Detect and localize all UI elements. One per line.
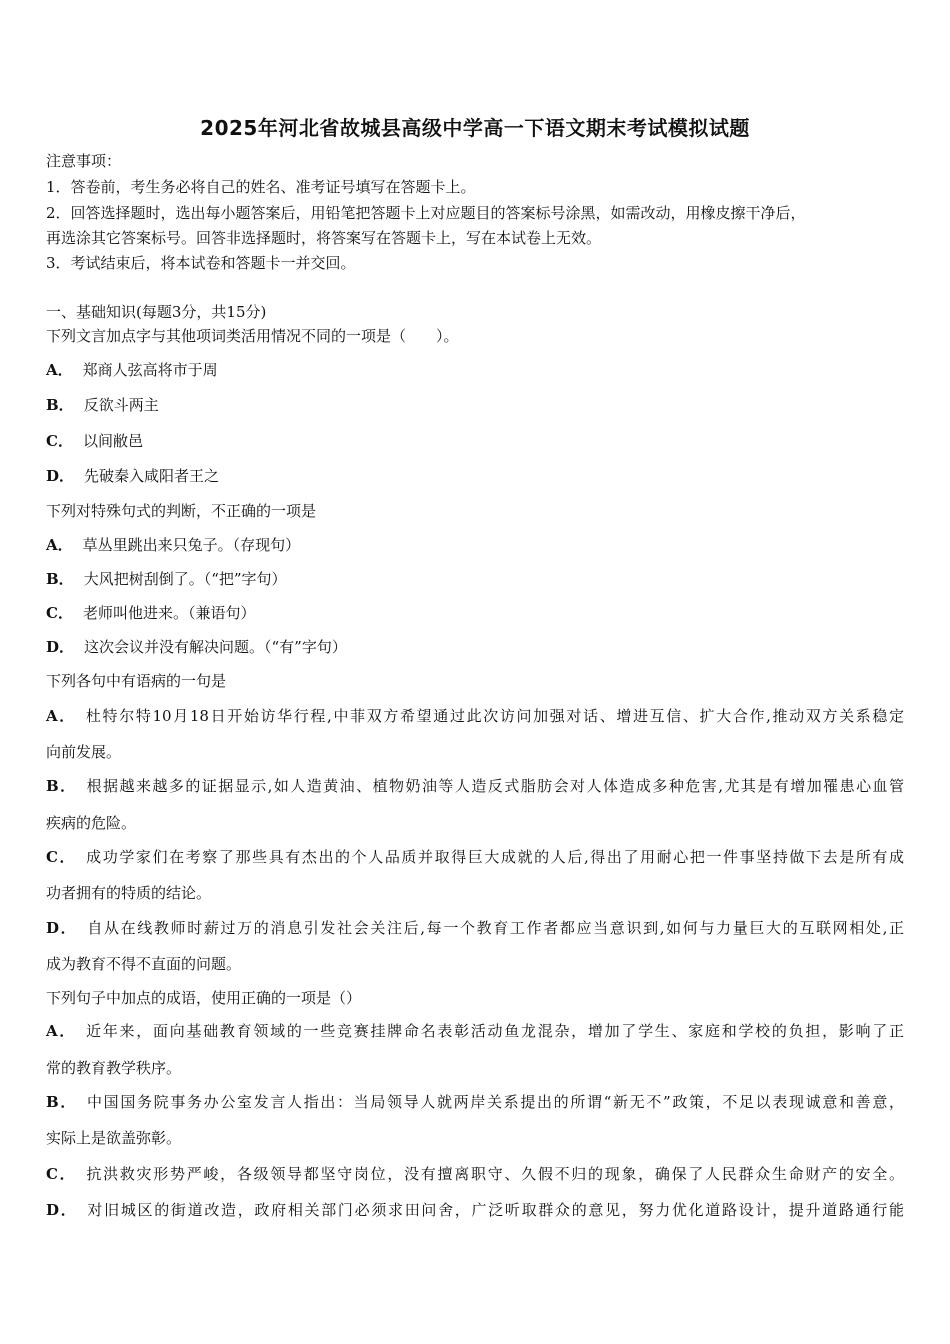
option-key: C． <box>46 432 73 450</box>
option-continuation: 向前发展。 <box>46 743 122 761</box>
option-key: B． <box>46 1093 78 1111</box>
option-key: D． <box>46 638 75 656</box>
question-stem: 下列文言加点字与其他项词类活用情况不同的一项是（ ）。 <box>46 327 459 345</box>
option-c <box>46 603 255 623</box>
option-key: C． <box>46 1165 77 1183</box>
option-text: 近年来，面向基础教育领域的一些竞赛挂牌命名表彰活动鱼龙混杂，增加了学生、家庭和学校的负担，影响了正 <box>86 1022 904 1040</box>
option-text: 这次会议并没有解决问题。（“有”字句） <box>84 638 347 656</box>
option-text: 反欲斗两主 <box>83 396 159 414</box>
option-a <box>46 535 300 555</box>
option-text: 抗洪救灾形势严峻，各级领导都坚守岗位，没有擅离职守、久假不归的现象，确保了人民群众生命财产的安全。 <box>86 1165 904 1183</box>
option-continuation: 成为教育不得不直面的问题。 <box>46 955 242 973</box>
notice-line: 3．考试结束后，将本试卷和答题卡一并交回。 <box>46 254 356 272</box>
option-key: A． <box>46 707 76 725</box>
section-heading: 一、基础知识(每题3分，共15分) <box>46 303 267 321</box>
option-key: D． <box>46 467 75 485</box>
option-b <box>46 776 904 796</box>
option-c <box>46 431 143 451</box>
option-c <box>46 847 904 867</box>
option-text: 自从在线教师时薪过万的消息引发社会关注后,每一个教育工作者都应当意识到,如何与力量巨大的互联网相处,正 <box>87 919 904 937</box>
option-text: 大风把树刮倒了。（“把”字句） <box>83 570 287 588</box>
option-text: 郑商人弦高将市于周 <box>82 361 218 379</box>
notice-line: 1．答卷前，考生务必将自己的姓名、准考证号填写在答题卡上。 <box>46 178 476 196</box>
option-a <box>46 1021 904 1041</box>
question-stem: 下列句子中加点的成语，使用正确的一项是（） <box>46 989 362 1007</box>
option-key: C． <box>46 604 73 622</box>
option-key: B． <box>46 396 74 414</box>
option-continuation: 常的教育教学秩序。 <box>46 1059 182 1077</box>
option-d <box>46 918 904 938</box>
option-continuation: 疾病的危险。 <box>46 814 137 832</box>
option-d <box>46 637 347 657</box>
option-key: D． <box>46 1201 78 1219</box>
option-key: D． <box>46 919 78 937</box>
option-b <box>46 1092 904 1112</box>
option-key: A． <box>46 361 73 379</box>
option-key: B． <box>46 777 77 795</box>
option-key: A． <box>46 1022 77 1040</box>
option-text: 中国国务院事务办公室发言人指出：当局领导人就两岸关系提出的所谓“新无不”政策，不足以表现诚意和善意， <box>87 1093 904 1111</box>
option-d <box>46 466 219 486</box>
option-text: 草丛里跳出来只兔子。（存现句） <box>82 536 301 554</box>
option-text: 以间敝邑 <box>82 432 143 450</box>
option-text: 对旧城区的街道改造，政府相关部门必须求田问舍，广泛听取群众的意见，努力优化道路设计，提升道路通行能 <box>87 1201 904 1219</box>
question-stem: 下列对特殊句式的判断，不正确的一项是 <box>46 502 317 520</box>
notice-heading: 注意事项： <box>46 152 122 170</box>
question-stem: 下列各句中有语病的一句是 <box>46 672 227 690</box>
option-text: 根据越来越多的证据显示,如人造黄油、植物奶油等人造反式脂肪会对人体造成多种危害,尤其是有增加罹患心血管 <box>86 777 904 795</box>
option-d <box>46 1200 904 1220</box>
option-key: A． <box>46 536 73 554</box>
option-b <box>46 395 159 415</box>
option-c <box>46 1164 904 1184</box>
option-continuation: 功者拥有的特质的结论。 <box>46 884 212 902</box>
option-a <box>46 706 904 726</box>
option-key: C． <box>46 848 77 866</box>
option-text: 老师叫他进来。（兼语句） <box>82 604 256 622</box>
page-title: 2025年河北省故城县高级中学高一下语文期末考试模拟试题 <box>200 116 750 140</box>
option-text: 先破秦入咸阳者王之 <box>84 467 220 485</box>
option-continuation: 实际上是欲盖弥彰。 <box>46 1129 182 1147</box>
option-a <box>46 360 218 380</box>
notice-line: 再选涂其它答案标号。回答非选择题时，将答案写在答题卡上，写在本试卷上无效。 <box>46 229 602 247</box>
notice-line: 2．回答选择题时，选出每小题答案后，用铅笔把答题卡上对应题目的答案标号涂黑，如需改动，用橡皮擦干净后， <box>46 204 806 222</box>
option-text: 杜特尔特10月18日开始访华行程,中菲双方希望通过此次访问加强对话、增进互信、扩大合作,推动双方关系稳定 <box>85 707 904 725</box>
option-key: B． <box>46 570 74 588</box>
option-b <box>46 569 287 589</box>
option-text: 成功学家们在考察了那些具有杰出的个人品质并取得巨大成就的人后,得出了用耐心把一件事坚持做下去是所有成 <box>86 848 904 866</box>
